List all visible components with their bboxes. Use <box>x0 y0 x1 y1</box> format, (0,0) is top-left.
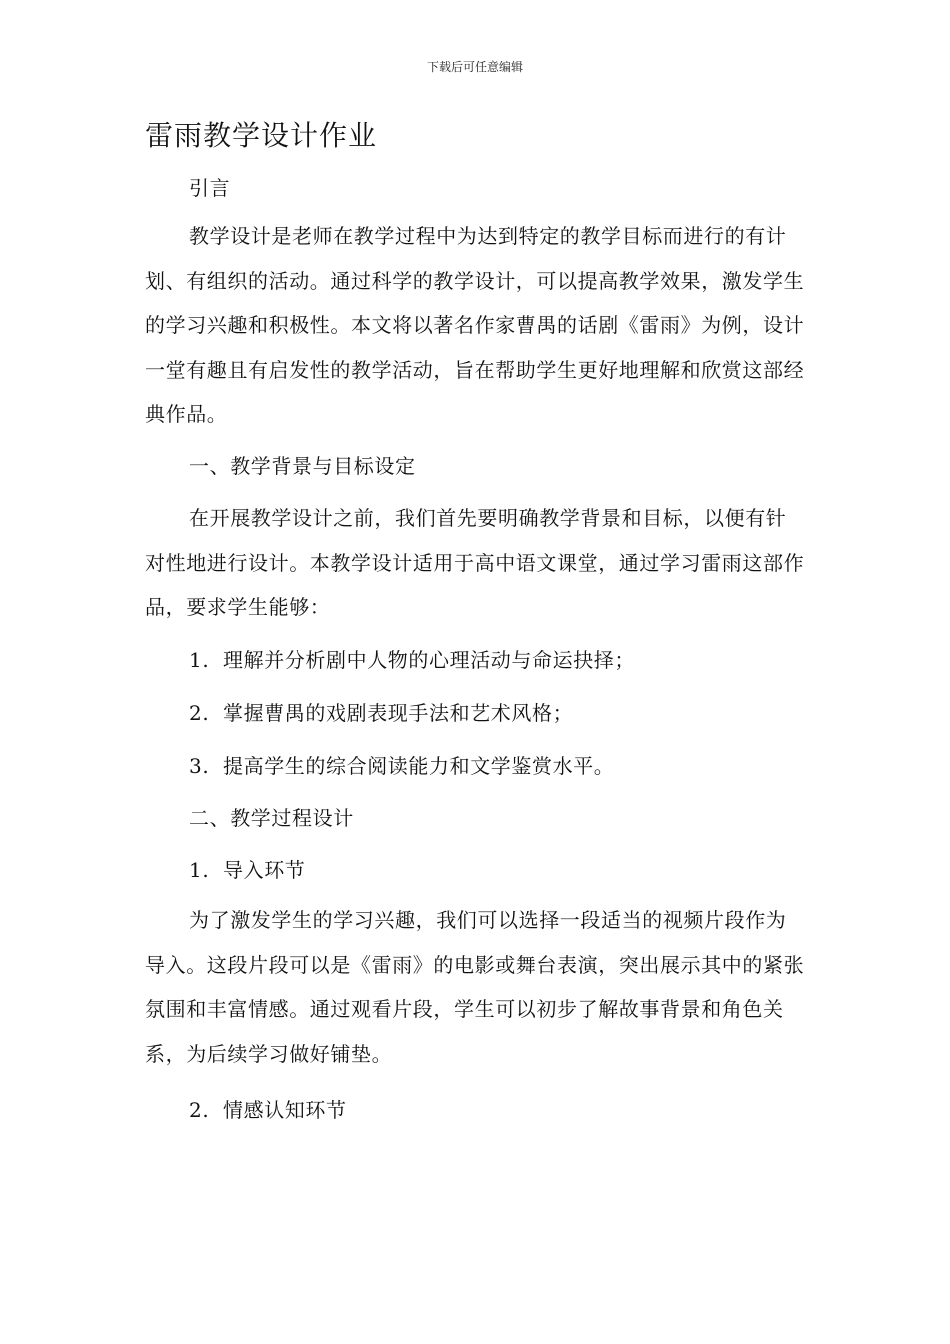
step1-paragraph: 为了激发学生的学习兴趣，我们可以选择一段适当的视频片段作为导入。这段片段可以是《雷雨》的电影或舞台表演，突出展示其中的紧张氛围和丰富情感。通过观看片段，学生可以初步了解故事背景和角色关系，为后续学习做好铺垫。 <box>145 908 805 1066</box>
goal-text: 理解并分析剧中人物的心理活动与命运抉择； <box>223 648 635 672</box>
goal-text: 提高学生的综合阅读能力和文学鉴赏水平。 <box>223 754 615 778</box>
step2-heading <box>145 1088 805 1133</box>
document-title: 雷雨教学设计作业 <box>145 119 378 152</box>
section1-heading-text: 一、教学背景与目标设定 <box>189 454 416 478</box>
section1-paragraph: 在开展教学设计之前，我们首先要明确教学背景和目标，以便有针对性地进行设计。本教学设计适用于高中语文课堂，通过学习雷雨这部作品，要求学生能够： <box>145 506 805 620</box>
step-number: 1. <box>189 858 210 882</box>
intro-paragraph-block <box>145 214 805 437</box>
goal-number: 2. <box>189 701 210 725</box>
step-number: 2. <box>189 1098 210 1122</box>
goal-list-item <box>145 638 805 683</box>
goal-number: 1. <box>189 648 210 672</box>
step1-paragraph-block <box>145 898 805 1076</box>
step1-heading <box>145 848 805 893</box>
step-title: 情感认知环节 <box>223 1098 347 1122</box>
goal-list-item <box>145 691 805 736</box>
goal-text: 掌握曹禺的戏剧表现手法和艺术风格； <box>223 701 574 725</box>
goal-list-item <box>145 744 805 789</box>
header-note: 下载后可任意编辑 <box>426 60 523 74</box>
intro-heading-text: 引言 <box>189 176 231 200</box>
intro-heading <box>145 166 805 211</box>
goal-number: 3. <box>189 754 210 778</box>
section2-heading <box>145 796 805 841</box>
section2-heading-text: 二、教学过程设计 <box>189 806 354 830</box>
intro-paragraph: 教学设计是老师在教学过程中为达到特定的教学目标而进行的有计划、有组织的活动。通过科学的教学设计，可以提高教学效果，激发学生的学习兴趣和积极性。本文将以著名作家曹禺的话剧《雷雨》为例，设计一堂有趣且有启发性的教学活动，旨在帮助学生更好地理解和欣赏这部经典作品。 <box>145 224 805 427</box>
section1-heading <box>145 444 805 489</box>
section1-paragraph-block <box>145 496 805 630</box>
step-title: 导入环节 <box>223 858 306 882</box>
